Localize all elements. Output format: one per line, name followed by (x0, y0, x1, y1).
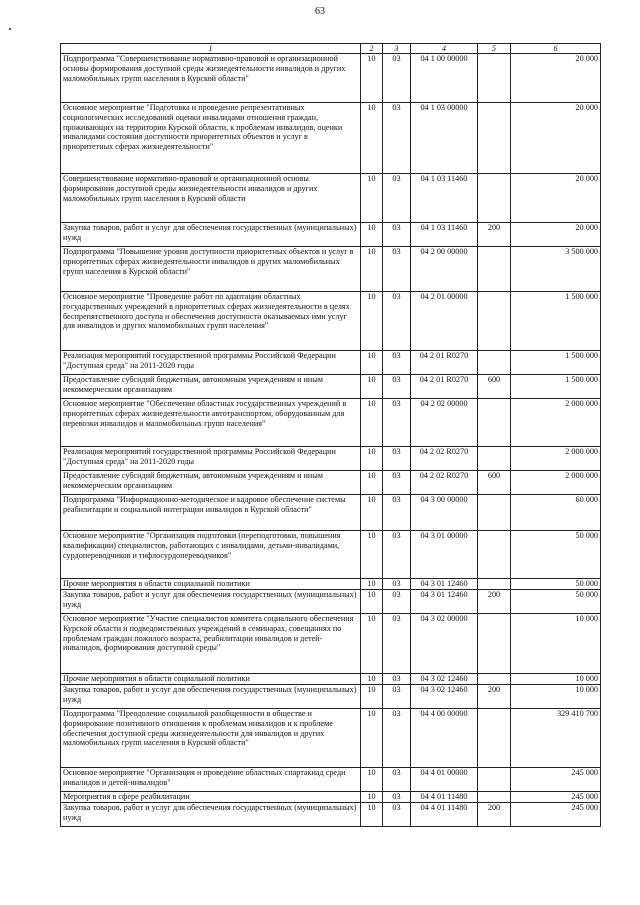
row-subsection-cell: 03 (383, 103, 411, 174)
row-section-cell: 10 (361, 292, 383, 351)
row-subsection-cell: 03 (383, 709, 411, 768)
row-target-article-cell: 04 2 01 R0270 (411, 375, 478, 399)
table-row (61, 247, 601, 292)
row-subsection-cell: 03 (383, 803, 411, 827)
row-expense-type-cell (478, 54, 511, 103)
row-expense-type-cell: 200 (478, 223, 511, 247)
row-target-article-cell: 04 2 02 R0270 (411, 471, 478, 495)
row-section-cell: 10 (361, 792, 383, 803)
row-target-article-cell: 04 1 03 00000 (411, 103, 478, 174)
row-name-cell: Предоставление субсидий бюджетным, автономным учреждениям и иным некоммерческим организациям (61, 375, 361, 399)
table-row (61, 292, 601, 351)
row-name-cell: Совершенствование нормативно-правовой и организационной основы формирования доступной среды жизнедеятельности инвалидов и других маломобильных групп населения в Курской области (61, 174, 361, 223)
table-row (61, 351, 601, 375)
table-row (61, 579, 601, 590)
row-subsection-cell: 03 (383, 590, 411, 614)
row-name-cell: Закупка товаров, работ и услуг для обеспечения государственных (муниципальных) нужд (61, 590, 361, 614)
row-amount-cell: 10 000 (511, 614, 601, 674)
row-section-cell: 10 (361, 375, 383, 399)
row-section-cell: 10 (361, 614, 383, 674)
row-amount-cell: 1 500 000 (511, 351, 601, 375)
row-expense-type-cell (478, 247, 511, 292)
header-col-4: 4 (411, 44, 478, 54)
row-expense-type-cell (478, 768, 511, 792)
row-name-cell: Основное мероприятие "Организация и проведение областных спартакиад среди инвалидов и детей-инвалидов" (61, 768, 361, 792)
row-target-article-cell: 04 3 02 00000 (411, 614, 478, 674)
header-row (61, 44, 601, 54)
row-section-cell: 10 (361, 103, 383, 174)
row-target-article-cell: 04 1 03 11460 (411, 223, 478, 247)
row-expense-type-cell (478, 447, 511, 471)
table-row (61, 803, 601, 827)
row-section-cell: 10 (361, 54, 383, 103)
row-name-cell: Закупка товаров, работ и услуг для обеспечения государственных (муниципальных) нужд (61, 223, 361, 247)
page-number: 63 (315, 6, 325, 17)
row-target-article-cell: 04 3 01 12460 (411, 579, 478, 590)
table-row (61, 447, 601, 471)
table-row (61, 674, 601, 685)
header-col-3: 3 (383, 44, 411, 54)
row-expense-type-cell (478, 292, 511, 351)
row-target-article-cell: 04 2 01 00000 (411, 292, 478, 351)
row-section-cell: 10 (361, 579, 383, 590)
row-target-article-cell: 04 3 01 00000 (411, 531, 478, 579)
row-subsection-cell: 03 (383, 223, 411, 247)
row-subsection-cell: 03 (383, 685, 411, 709)
table-row (61, 223, 601, 247)
row-subsection-cell: 03 (383, 54, 411, 103)
row-expense-type-cell (478, 399, 511, 447)
table-row (61, 768, 601, 792)
row-section-cell: 10 (361, 674, 383, 685)
row-amount-cell: 20 000 (511, 103, 601, 174)
row-target-article-cell: 04 1 03 11460 (411, 174, 478, 223)
row-expense-type-cell (478, 674, 511, 685)
row-expense-type-cell (478, 103, 511, 174)
row-name-cell: Основное мероприятие "Подготовка и проведение репрезентативных социологических исследований оценки инвалидами отношения граждан, проживающих на территории Курской области, к проблемам инвалидов, оценки инвалидами состояния доступности приоритетных объектов и услуг в приоритетных сферах жизнедеятельности" (61, 103, 361, 174)
row-amount-cell: 245 000 (511, 792, 601, 803)
row-amount-cell: 1 500 000 (511, 292, 601, 351)
row-amount-cell: 20 000 (511, 223, 601, 247)
row-subsection-cell: 03 (383, 792, 411, 803)
table-row (61, 590, 601, 614)
row-expense-type-cell (478, 174, 511, 223)
row-section-cell: 10 (361, 174, 383, 223)
row-subsection-cell: 03 (383, 292, 411, 351)
table-row (61, 531, 601, 579)
table-row (61, 375, 601, 399)
row-expense-type-cell: 600 (478, 471, 511, 495)
row-target-article-cell: 04 3 00 00000 (411, 495, 478, 531)
row-section-cell: 10 (361, 803, 383, 827)
row-amount-cell: 50 000 (511, 531, 601, 579)
row-name-cell: Основное мероприятие "Обеспечение областных государственных учреждений в приоритетных сферах жизнедеятельности автотранспортом, оборудованным для перевозки инвалидов и маломобильных групп населения" (61, 399, 361, 447)
header-col-5: 5 (478, 44, 511, 54)
row-subsection-cell: 03 (383, 351, 411, 375)
table-row (61, 614, 601, 674)
table-row (61, 103, 601, 174)
row-section-cell: 10 (361, 223, 383, 247)
row-section-cell: 10 (361, 531, 383, 579)
row-amount-cell: 60 000 (511, 495, 601, 531)
row-expense-type-cell: 200 (478, 685, 511, 709)
row-target-article-cell: 04 4 01 00000 (411, 768, 478, 792)
row-target-article-cell: 04 3 01 12460 (411, 590, 478, 614)
row-amount-cell: 245 000 (511, 803, 601, 827)
header-col-2: 2 (361, 44, 383, 54)
row-amount-cell: 20 000 (511, 54, 601, 103)
row-target-article-cell: 04 1 00 00000 (411, 54, 478, 103)
row-amount-cell: 245 000 (511, 768, 601, 792)
row-subsection-cell: 03 (383, 531, 411, 579)
budget-table (60, 43, 601, 827)
row-name-cell: Основное мероприятие "Организация подготовки (переподготовки, повышения квалификации) специалистов, работающих с инвалидами, детьми-инвалидами, сурдопереводчиков и тифлосурдопереводчиков" (61, 531, 361, 579)
row-expense-type-cell (478, 614, 511, 674)
row-subsection-cell: 03 (383, 447, 411, 471)
row-expense-type-cell (478, 531, 511, 579)
row-target-article-cell: 04 2 01 R0270 (411, 351, 478, 375)
row-name-cell: Предоставление субсидий бюджетным, автономным учреждениям и иным некоммерческим организациям (61, 471, 361, 495)
row-subsection-cell: 03 (383, 247, 411, 292)
row-name-cell: Прочие мероприятия в области социальной политики (61, 579, 361, 590)
row-expense-type-cell: 600 (478, 375, 511, 399)
row-name-cell: Мероприятия в сфере реабилитации (61, 792, 361, 803)
row-target-article-cell: 04 3 02 12460 (411, 674, 478, 685)
row-section-cell: 10 (361, 247, 383, 292)
row-amount-cell: 50 000 (511, 579, 601, 590)
row-section-cell: 10 (361, 351, 383, 375)
row-target-article-cell: 04 4 01 11480 (411, 803, 478, 827)
row-target-article-cell: 04 4 01 11480 (411, 792, 478, 803)
table-row (61, 495, 601, 531)
row-expense-type-cell (478, 495, 511, 531)
row-target-article-cell: 04 2 02 R0270 (411, 447, 478, 471)
table-row (61, 174, 601, 223)
row-target-article-cell: 04 2 00 00000 (411, 247, 478, 292)
scan-mark (9, 28, 11, 30)
row-amount-cell: 10 000 (511, 674, 601, 685)
row-section-cell: 10 (361, 590, 383, 614)
row-amount-cell: 1 500 000 (511, 375, 601, 399)
row-name-cell: Подпрограмма "Совершенствование нормативно-правовой и организационной основы формирования доступной среды жизнедеятельности инвалидов и других маломобильных групп населения в Курской области" (61, 54, 361, 103)
table-row (61, 709, 601, 768)
row-name-cell: Подпрограмма "Информационно-методическое и кадровое обеспечение системы реабилитации и социальной интеграции инвалидов в Курской области" (61, 495, 361, 531)
row-amount-cell: 2 000 000 (511, 399, 601, 447)
row-amount-cell: 50 000 (511, 590, 601, 614)
row-name-cell: Подпрограмма "Преодоление социальной разобщенности в обществе и формирование позитивного отношения к проблемам инвалидов и к проблеме обеспечения доступной среды жизнедеятельности для инвалидов и других маломобильных групп населения в Курской области" (61, 709, 361, 768)
row-subsection-cell: 03 (383, 471, 411, 495)
row-section-cell: 10 (361, 768, 383, 792)
row-subsection-cell: 03 (383, 174, 411, 223)
row-amount-cell: 329 410 700 (511, 709, 601, 768)
row-amount-cell: 20 000 (511, 174, 601, 223)
row-name-cell: Подпрограмма "Повышение уровня доступности приоритетных объектов и услуг в приоритетных сферах жизнедеятельности инвалидов и других маломобильных групп населения в Курской области" (61, 247, 361, 292)
row-subsection-cell: 03 (383, 375, 411, 399)
table-row (61, 471, 601, 495)
row-target-article-cell: 04 4 00 00000 (411, 709, 478, 768)
row-section-cell: 10 (361, 471, 383, 495)
row-section-cell: 10 (361, 447, 383, 471)
table-body (61, 54, 601, 827)
row-subsection-cell: 03 (383, 495, 411, 531)
row-subsection-cell: 03 (383, 579, 411, 590)
row-expense-type-cell: 200 (478, 590, 511, 614)
row-target-article-cell: 04 3 02 12460 (411, 685, 478, 709)
row-amount-cell: 3 500 000 (511, 247, 601, 292)
row-name-cell: Основное мероприятие "Участие специалистов комитета социального обеспечения Курской области и подведомственных учреждений в семинарах, совещаниях по проблемам граждан пожилого возраста, реабилитации инвалидов и детей-инвалидов, формирования доступной среды" (61, 614, 361, 674)
row-name-cell: Реализация мероприятий государственной программы Российской Федерации "Доступная среда" на 2011-2020 годы (61, 351, 361, 375)
row-amount-cell: 10 000 (511, 685, 601, 709)
row-name-cell: Закупка товаров, работ и услуг для обеспечения государственных (муниципальных) нужд (61, 685, 361, 709)
row-section-cell: 10 (361, 709, 383, 768)
row-subsection-cell: 03 (383, 768, 411, 792)
row-section-cell: 10 (361, 495, 383, 531)
row-expense-type-cell (478, 792, 511, 803)
row-expense-type-cell (478, 579, 511, 590)
row-section-cell: 10 (361, 685, 383, 709)
table-row (61, 792, 601, 803)
row-target-article-cell: 04 2 02 00000 (411, 399, 478, 447)
row-expense-type-cell: 200 (478, 803, 511, 827)
row-amount-cell: 2 000 000 (511, 447, 601, 471)
row-name-cell: Закупка товаров, работ и услуг для обеспечения государственных (муниципальных) нужд (61, 803, 361, 827)
table-row (61, 685, 601, 709)
row-subsection-cell: 03 (383, 614, 411, 674)
row-name-cell: Основное мероприятие "Проведение работ по адаптации областных государственных учреждений в приоритетных сферах жизнедеятельности в целях беспрепятственного доступа и обеспечения доступности оказываемых ими услуг для инвалидов и других маломобильных групп населения" (61, 292, 361, 351)
row-expense-type-cell (478, 709, 511, 768)
row-section-cell: 10 (361, 399, 383, 447)
row-subsection-cell: 03 (383, 399, 411, 447)
header-col-6: 6 (511, 44, 601, 54)
table-row (61, 399, 601, 447)
table-row (61, 54, 601, 103)
row-expense-type-cell (478, 351, 511, 375)
row-amount-cell: 2 000 000 (511, 471, 601, 495)
row-subsection-cell: 03 (383, 674, 411, 685)
header-col-1: 1 (61, 44, 361, 54)
row-name-cell: Реализация мероприятий государственной программы Российской Федерации "Доступная среда" на 2011-2020 годы (61, 447, 361, 471)
row-name-cell: Прочие мероприятия в области социальной политики (61, 674, 361, 685)
